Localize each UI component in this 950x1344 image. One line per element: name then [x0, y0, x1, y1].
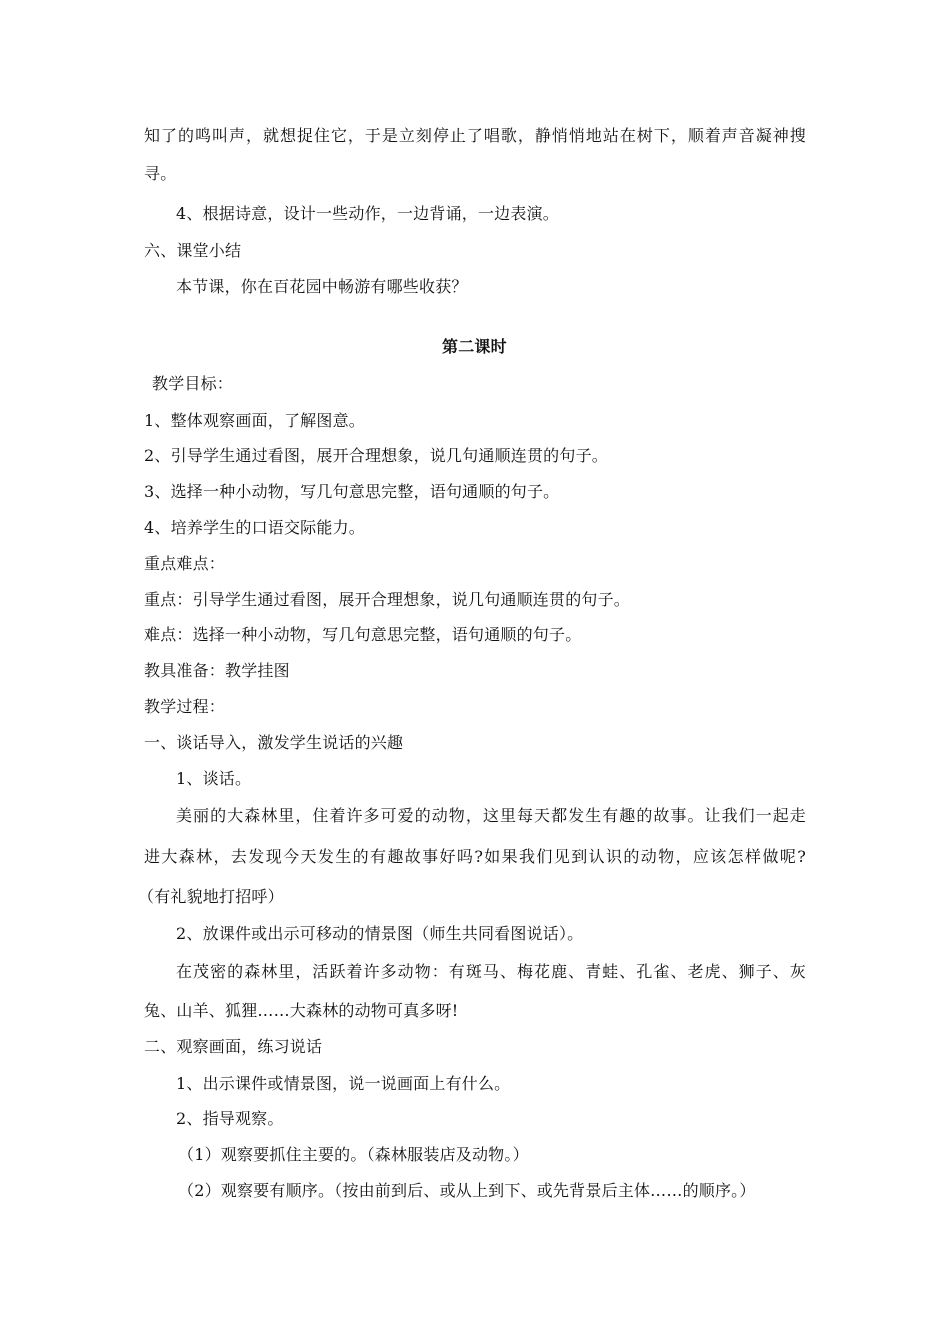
section-heading: 教学过程：: [144, 697, 226, 716]
list-item: 1、出示课件或情景图，说一说画面上有什么。: [176, 1074, 511, 1093]
section-heading: 重点难点：: [144, 554, 226, 573]
paragraph-line: 美丽的大森林里，住着许多可爱的动物，这里每天都发生有趣的故事。让我们一起走: [176, 806, 806, 825]
paragraph-line: 本节课，你在百花园中畅游有哪些收获？: [176, 277, 468, 296]
list-item: （2）观察要有顺序。（按由前到后、或从上到下、或先背景后主体……的顺序。）: [178, 1181, 756, 1200]
paragraph-line: 知了的鸣叫声，就想捉住它，于是立刻停止了唱歌，静悄悄地站在树下，顺着声音凝神搜: [144, 126, 806, 145]
section-heading: 六、课堂小结: [144, 241, 242, 260]
list-item: 1、谈话。: [176, 769, 252, 788]
lesson-title: 第二课时: [442, 337, 507, 356]
list-item: 4、根据诗意，设计一些动作，一边背诵，一边表演。: [176, 204, 559, 223]
list-item: 2、指导观察。: [176, 1109, 284, 1128]
paragraph-line: （有礼貌地打招呼）: [138, 887, 284, 906]
section-heading: 一、谈话导入，激发学生说话的兴趣: [144, 733, 404, 752]
paragraph-line: 教具准备：教学挂图: [144, 661, 290, 680]
paragraph-line: 在茂密的森林里，活跃着许多动物：有斑马、梅花鹿、青蛙、孔雀、老虎、狮子、灰: [176, 962, 806, 981]
list-item: 3、选择一种小动物，写几句意思完整，语句通顺的句子。: [144, 482, 560, 501]
list-item: 2、放课件或出示可移动的情景图（师生共同看图说话）。: [176, 924, 584, 943]
paragraph-line: 重点：引导学生通过看图，展开合理想象，说几句通顺连贯的句子。: [144, 590, 631, 609]
list-item: 2、引导学生通过看图，展开合理想象，说几句通顺连贯的句子。: [144, 446, 608, 465]
list-item: （1）观察要抓住主要的。（森林服装店及动物。）: [178, 1145, 529, 1164]
paragraph-line: 难点：选择一种小动物，写几句意思完整，语句通顺的句子。: [144, 625, 582, 644]
paragraph-line: 寻。: [144, 164, 177, 183]
paragraph-line: 进大森林，去发现今天发生的有趣故事好吗?如果我们见到认识的动物，应该怎样做呢?: [144, 847, 806, 866]
list-item: 1、整体观察画面，了解图意。: [144, 411, 365, 430]
section-heading: 教学目标：: [152, 374, 234, 393]
list-item: 4、培养学生的口语交际能力。: [144, 518, 365, 537]
section-heading: 二、观察画面，练习说话: [144, 1037, 323, 1056]
paragraph-line: 兔、山羊、狐狸……大森林的动物可真多呀!: [144, 1001, 459, 1020]
